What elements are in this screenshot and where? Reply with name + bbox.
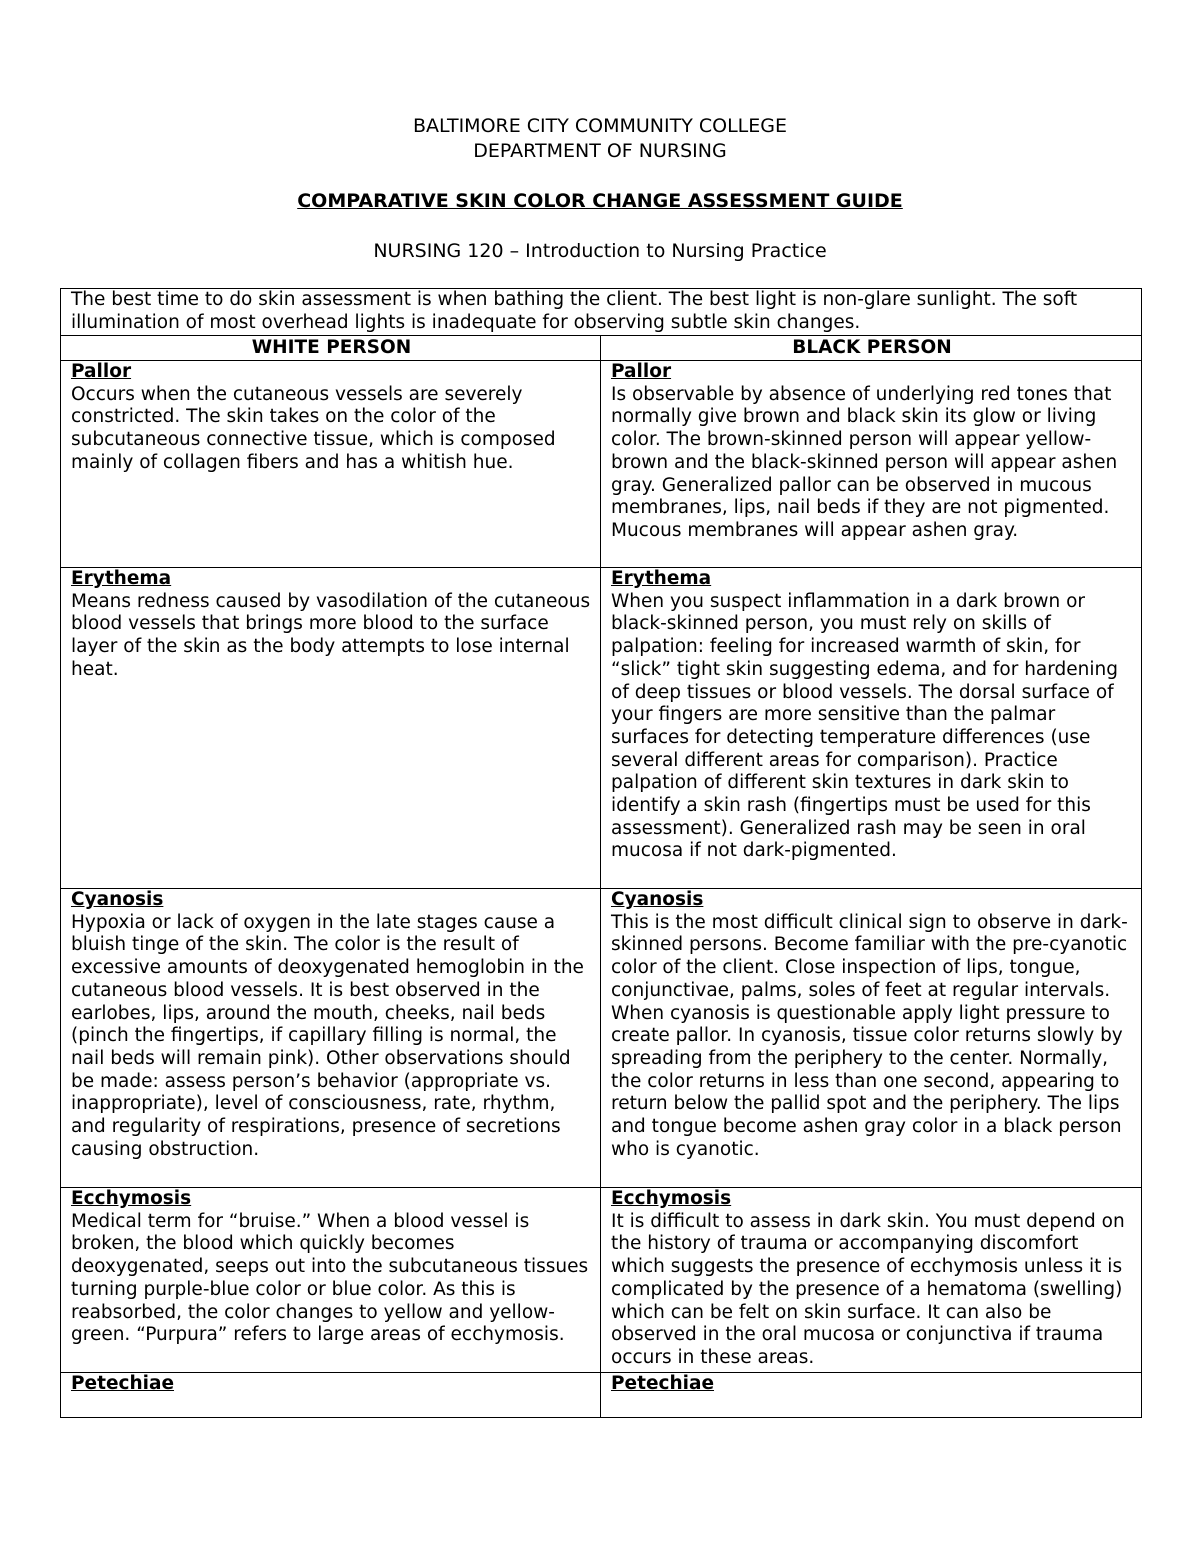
term-description: Means redness caused by vasodilation of the cutaneous blood vessels that brings more blood to the surface layer of the skin as the body attempts to lose internal heat. — [71, 590, 591, 680]
assessment-table — [60, 288, 1142, 1418]
table-row-cyanosis — [61, 889, 1142, 1188]
column-header-black: BLACK PERSON — [601, 336, 1142, 361]
term-heading: Petechiae — [611, 1373, 715, 1394]
term-heading: Cyanosis — [611, 889, 704, 910]
cell-black-erythema — [601, 568, 1142, 889]
table-row-erythema — [61, 568, 1142, 889]
column-header-white: WHITE PERSON — [61, 336, 601, 361]
department-name: DEPARTMENT OF NURSING — [473, 140, 727, 162]
term-heading: Erythema — [611, 568, 712, 589]
term-heading: Petechiae — [71, 1373, 175, 1394]
term-description: Occurs when the cutaneous vessels are severely constricted. The skin takes on the color of the subcutaneous connective tissue, which is composed mainly of collagen fibers and has a whitish hue. — [71, 383, 556, 473]
column-header-row — [61, 336, 1142, 361]
cell-white-pallor — [61, 361, 601, 568]
course-title: NURSING 120 – Introduction to Nursing Practice — [373, 240, 827, 262]
cell-black-cyanosis — [601, 889, 1142, 1188]
term-heading: Ecchymosis — [611, 1188, 732, 1209]
term-heading: Cyanosis — [71, 889, 164, 910]
cell-white-erythema — [61, 568, 601, 889]
intro-text: The best time to do skin assessment is when bathing the client. The best light is non-glare sunlight. The soft illumination of most overhead lights is inadequate for observing subtle skin changes. — [61, 289, 1142, 336]
term-heading: Erythema — [71, 568, 172, 589]
term-heading: Ecchymosis — [71, 1188, 192, 1209]
term-description: When you suspect inflammation in a dark brown or black-skinned person, you must rely on skills of palpation: feeling for increased warmth of skin, for “slick” tight skin suggesting edema, and for hardening of deep tissues or blood vessels. The dorsal surface of your fingers are more sensitive than the palmar surfaces for detecting temperature differences (use several different areas for comparison). Practice palpation of different skin textures in dark skin to identify a skin rash (fingertips must be used for this assessment). Generalized rash may be seen in oral mucosa if not dark-pigmented. — [611, 590, 1118, 862]
term-description: Medical term for “bruise.” When a blood vessel is broken, the blood which quickly becomes deoxygenated, seeps out into the subcutaneous tissues turning purple-blue color or blue color. As this is reabsorbed, the color changes to yellow and yellow-green. “Purpura” refers to large areas of ecchymosis. — [71, 1210, 589, 1346]
document-title: COMPARATIVE SKIN COLOR CHANGE ASSESSMENT GUIDE — [297, 190, 903, 212]
table-row-petechiae — [61, 1373, 1142, 1418]
term-description: Is observable by absence of underlying red tones that normally give brown and black skin its glow or living color. The brown-skinned person will appear yellow-brown and the black-skinned person will appear ashen gray. Generalized pallor can be observed in mucous membranes, lips, nail beds if they are not pigmented. Mucous membranes will appear ashen gray. — [611, 383, 1118, 541]
college-name: BALTIMORE CITY COMMUNITY COLLEGE — [412, 115, 788, 137]
table-row-pallor — [61, 361, 1142, 568]
term-description: Hypoxia or lack of oxygen in the late stages cause a bluish tinge of the skin. The color is the result of excessive amounts of deoxygenated hemoglobin in the cutaneous blood vessels. It is best observed in the earlobes, lips, around the mouth, cheeks, nail beds (pinch the fingertips, if capillary filling is normal, the nail beds will remain pink). Other observations should be made: assess person’s behavior (appropriate vs. inappropriate), level of consciousness, rate, rhythm, and regularity of respirations, presence of secretions causing obstruction. — [71, 911, 584, 1160]
cell-white-cyanosis — [61, 889, 601, 1188]
cell-white-petechiae — [61, 1373, 601, 1418]
term-heading: Pallor — [611, 361, 672, 382]
intro-row — [61, 289, 1142, 336]
table-row-ecchymosis — [61, 1188, 1142, 1373]
cell-black-petechiae — [601, 1373, 1142, 1418]
term-description: It is difficult to assess in dark skin. You must depend on the history of trauma or accompanying discomfort which suggests the presence of ecchymosis unless it is complicated by the presence of a hematoma (swelling) which can be felt on skin surface. It can also be observed in the oral mucosa or conjunctiva if trauma occurs in these areas. — [611, 1210, 1125, 1368]
term-heading: Pallor — [71, 361, 132, 382]
cell-black-pallor — [601, 361, 1142, 568]
term-description: This is the most difficult clinical sign to observe in dark-skinned persons. Become familiar with the pre-cyanotic color of the client. Close inspection of lips, tongue, conjunctivae, palms, soles of feet at regular intervals. When cyanosis is questionable apply light pressure to create pallor. In cyanosis, tissue color returns slowly by spreading from the periphery to the center. Normally, the color returns in less than one second, appearing to return below the pallid spot and the periphery. The lips and tongue become ashen gray color in a black person who is cyanotic. — [611, 911, 1128, 1160]
cell-black-ecchymosis — [601, 1188, 1142, 1373]
cell-white-ecchymosis — [61, 1188, 601, 1373]
